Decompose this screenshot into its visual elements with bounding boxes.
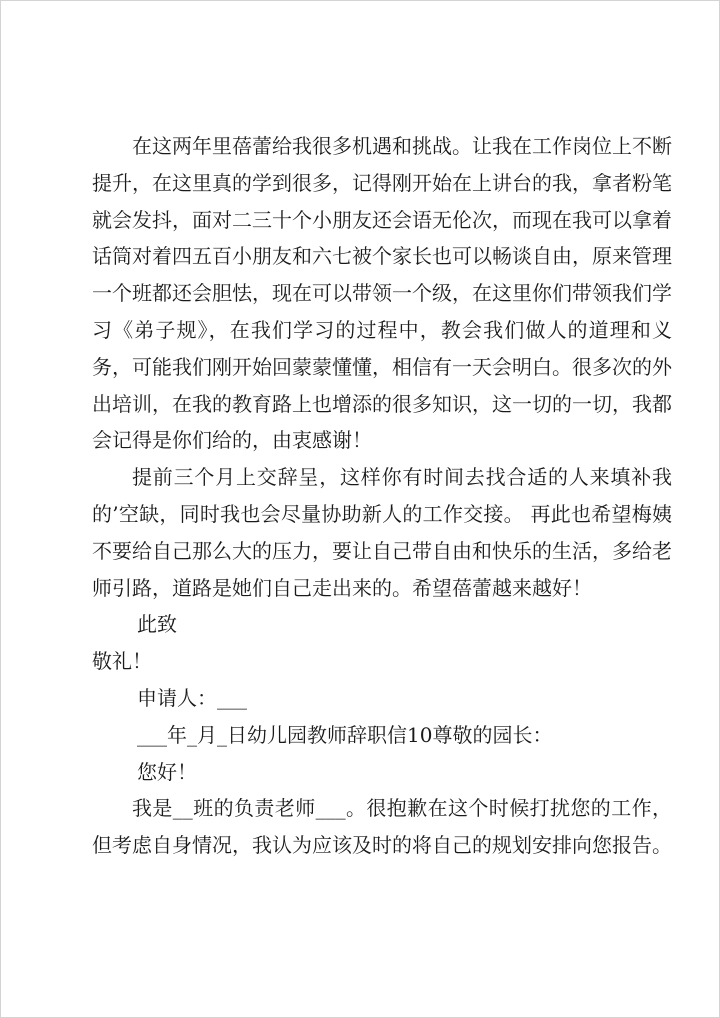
closing-line: 此致 [137,612,177,637]
letter-body [92,128,672,864]
paragraph-resignation-notice: 提前三个月上交辞呈，这样你有时间去找合适的人来填补我的’空缺，同时我也会尽量协助新人的工作交接。 再此也希望梅姨不要给自己那么大的压力，要让自己带自由和快乐的生活，多给老师引路，道路是她们自己走出来的。希望蓓蕾越来越好！ [92,465,672,600]
salute-line: 敬礼！ [92,649,152,674]
paragraph-gratitude: 在这两年里蓓蕾给我很多机遇和挑战。让我在工作岗位上不断提升，在这里真的学到很多，记得刚开始在上讲台的我，拿者粉笔就会发抖，面对二三十个小朋友还会语无伦次，而现在我可以拿着话筒对着四五百小朋友和六七被个家长也可以畅谈自由，原来管理一个班都还会胆怯，现在可以带领一个级，在这里你们带领我们学习《弟子规》，在我们学习的过程中，教会我们做人的道理和义务，可能我们刚开始回蒙蒙懂懂，相信有一天会明白。很多次的外出培训，在我的教育路上也增添的很多知识，这一切的一切，我都会记得是你们给的，由衷感谢！ [92,134,672,453]
greeting-line: 您好！ [137,759,197,784]
date-title-line: ___年_月_日幼儿园教师辞职信10尊敬的园长： [137,722,553,747]
paragraph-intro: 我是__班的负责老师___。很抱歉在这个时候打扰您的工作，但考虑自身情况，我认为应该及时的将自己的规划安排向您报告。 [92,796,672,858]
applicant-line: 申请人：___ [137,685,247,710]
